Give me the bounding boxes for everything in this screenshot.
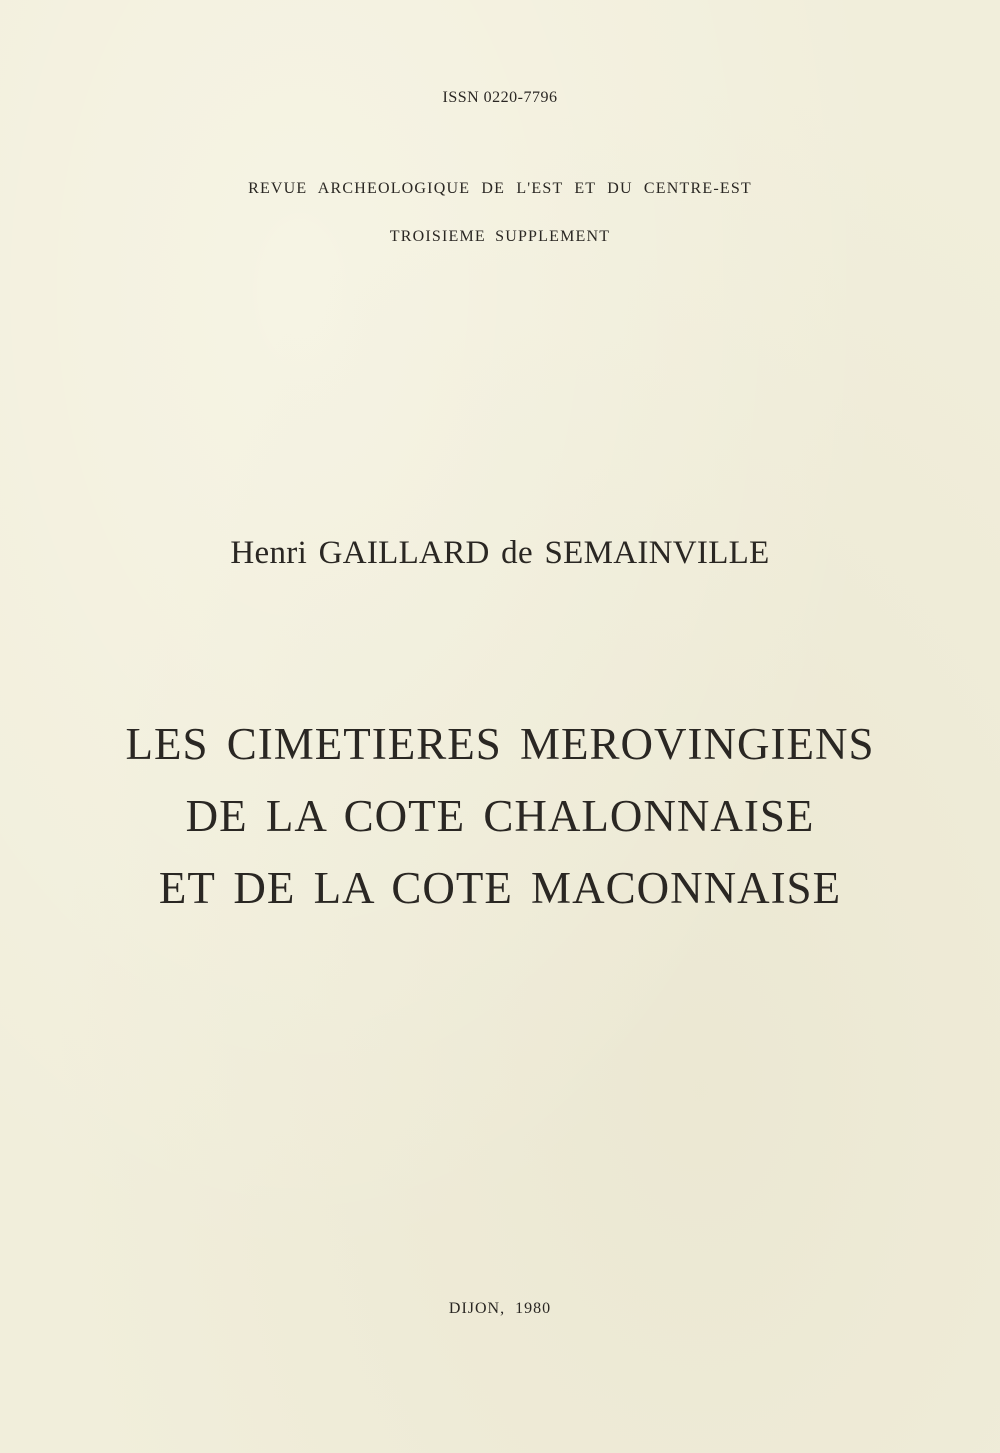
issn-number: ISSN 0220-7796 [442,89,558,106]
title-line: LES CIMETIERES MEROVINGIENS [125,719,875,769]
imprint-place-date: DIJON, 1980 [448,1300,552,1317]
series-title: REVUE ARCHEOLOGIQUE DE L'EST ET DU CENTRE-EST [248,180,752,197]
book-title [0,708,1000,924]
supplement-label: TROISIEME SUPPLEMENT [389,228,611,245]
author-name: Henri GAILLARD de SEMAINVILLE [230,535,770,571]
title-line: DE LA COTE CHALONNAISE [185,791,815,841]
title-line: ET DE LA COTE MACONNAISE [158,863,842,913]
